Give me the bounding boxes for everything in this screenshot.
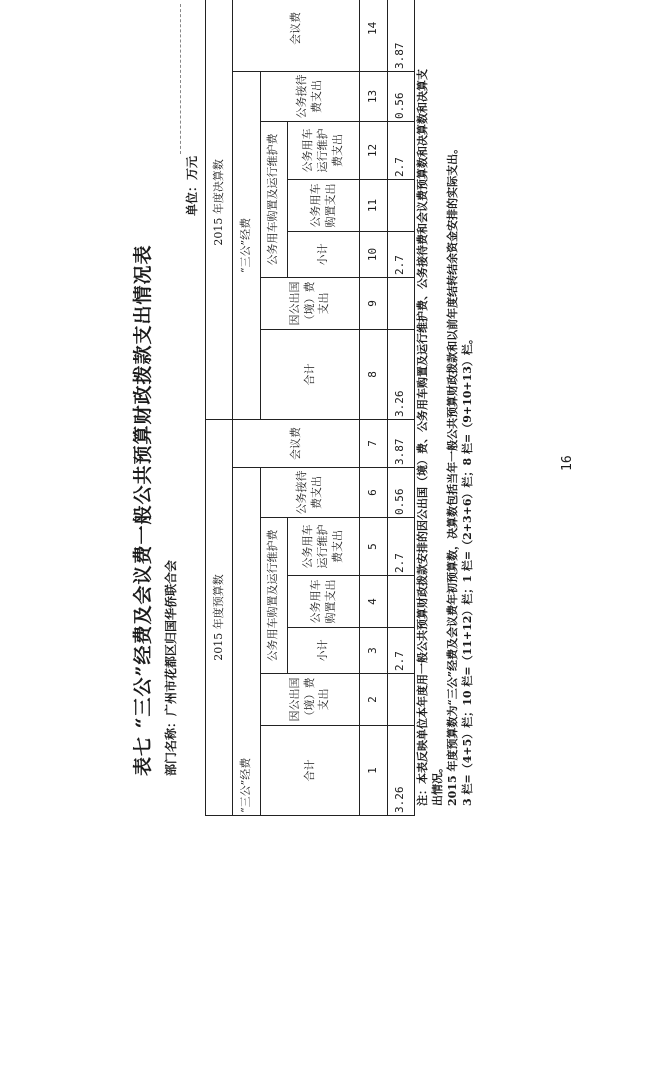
final-reception-header: 公务接待费支出 bbox=[260, 71, 360, 121]
value-cell: 2.7 bbox=[387, 121, 414, 179]
value-cell: 0.56 bbox=[387, 468, 414, 518]
column-number: 8 bbox=[360, 329, 387, 419]
budget-vehicle-purchase-header: 公务用车购置支出 bbox=[287, 576, 360, 628]
note-line: 3 栏=（4+5）栏；10 栏=（11+12）栏；1 栏=（2+3+6）栏；8 栏=（9+10+13）栏。 bbox=[461, 333, 474, 806]
budget-abroad-header: 因公出国（境）费支出 bbox=[260, 674, 360, 726]
final-sangong-header: “三公”经费 bbox=[233, 71, 260, 419]
final-subtotal-header: 小计 bbox=[287, 231, 360, 277]
budget-sangong-header: “三公”经费 bbox=[233, 468, 260, 816]
value-cell bbox=[387, 674, 414, 726]
final-vehicle-operation-header: 公务用车运行维护费支出 bbox=[287, 121, 360, 179]
page-number: 16 bbox=[560, 455, 575, 471]
document-title: 表七 “三公”经费及会议费一般公共预算财政拨款支出情况表 bbox=[132, 244, 154, 776]
budget-header: 2015 年度预算数 bbox=[206, 419, 233, 815]
budget-reception-header: 公务接待费支出 bbox=[260, 468, 360, 518]
value-cell: 3.87 bbox=[387, 0, 414, 71]
column-number: 2 bbox=[360, 674, 387, 726]
budget-meeting-header: 会议费 bbox=[233, 419, 360, 467]
budget-vehicle-operation-header: 公务用车运行维护费支出 bbox=[287, 518, 360, 576]
expense-table bbox=[205, 0, 415, 816]
note-line: 注：本表反映单位本年度用一般公共预算财政拨款安排的因公出国（境）费、公务用车购置及运行维护费、公务接待费和会议费预算数和决算数和决算支出情况。 bbox=[416, 69, 444, 806]
column-number: 5 bbox=[360, 518, 387, 576]
value-cell: 0.56 bbox=[387, 71, 414, 121]
value-cell: 3.26 bbox=[387, 726, 414, 816]
notes-block bbox=[415, 66, 475, 806]
column-number-row bbox=[360, 0, 387, 816]
final-total-header: 合计 bbox=[260, 329, 360, 419]
column-number: 11 bbox=[360, 179, 387, 231]
value-cell: 2.7 bbox=[387, 231, 414, 277]
final-abroad-header: 因公出国（境）费支出 bbox=[260, 277, 360, 329]
value-cell: 2.7 bbox=[387, 628, 414, 674]
final-meeting-header: 会议费 bbox=[233, 0, 360, 71]
table-row bbox=[206, 0, 233, 816]
value-row bbox=[387, 0, 414, 816]
column-number: 12 bbox=[360, 121, 387, 179]
unit-label: 单位：万元 bbox=[185, 155, 199, 216]
column-number: 13 bbox=[360, 71, 387, 121]
column-number: 6 bbox=[360, 468, 387, 518]
final-header: 2015 年度决算数 bbox=[206, 0, 233, 419]
value-cell: 2.7 bbox=[387, 518, 414, 576]
final-vehicle-purchase-header: 公务用车购置支出 bbox=[287, 179, 360, 231]
value-cell: 3.26 bbox=[387, 329, 414, 419]
column-number: 7 bbox=[360, 419, 387, 467]
budget-subtotal-header: 小计 bbox=[287, 628, 360, 674]
value-cell bbox=[387, 179, 414, 231]
value-cell bbox=[387, 277, 414, 329]
budget-total-header: 合计 bbox=[260, 726, 360, 816]
column-number: 14 bbox=[360, 0, 387, 71]
value-cell bbox=[387, 576, 414, 628]
budget-vehicle-group-header: 公务用车购置及运行维护费 bbox=[260, 518, 287, 674]
column-number: 10 bbox=[360, 231, 387, 277]
department-name: 部门名称：广州市花都区归国华侨联合会 bbox=[164, 559, 178, 776]
table-row bbox=[260, 0, 287, 816]
table-row bbox=[233, 0, 260, 816]
final-vehicle-group-header: 公务用车购置及运行维护费 bbox=[260, 121, 287, 277]
column-number: 3 bbox=[360, 628, 387, 674]
column-number: 1 bbox=[360, 726, 387, 816]
column-number: 9 bbox=[360, 277, 387, 329]
note-line: 2015 年度预算数为“三公”经费及会议费年初预算数，决算数包括当年一般公共预算财政拨款和以前年度结转结余资金安排的实际支出。 bbox=[446, 142, 459, 806]
column-number: 4 bbox=[360, 576, 387, 628]
value-cell: 3.87 bbox=[387, 419, 414, 467]
